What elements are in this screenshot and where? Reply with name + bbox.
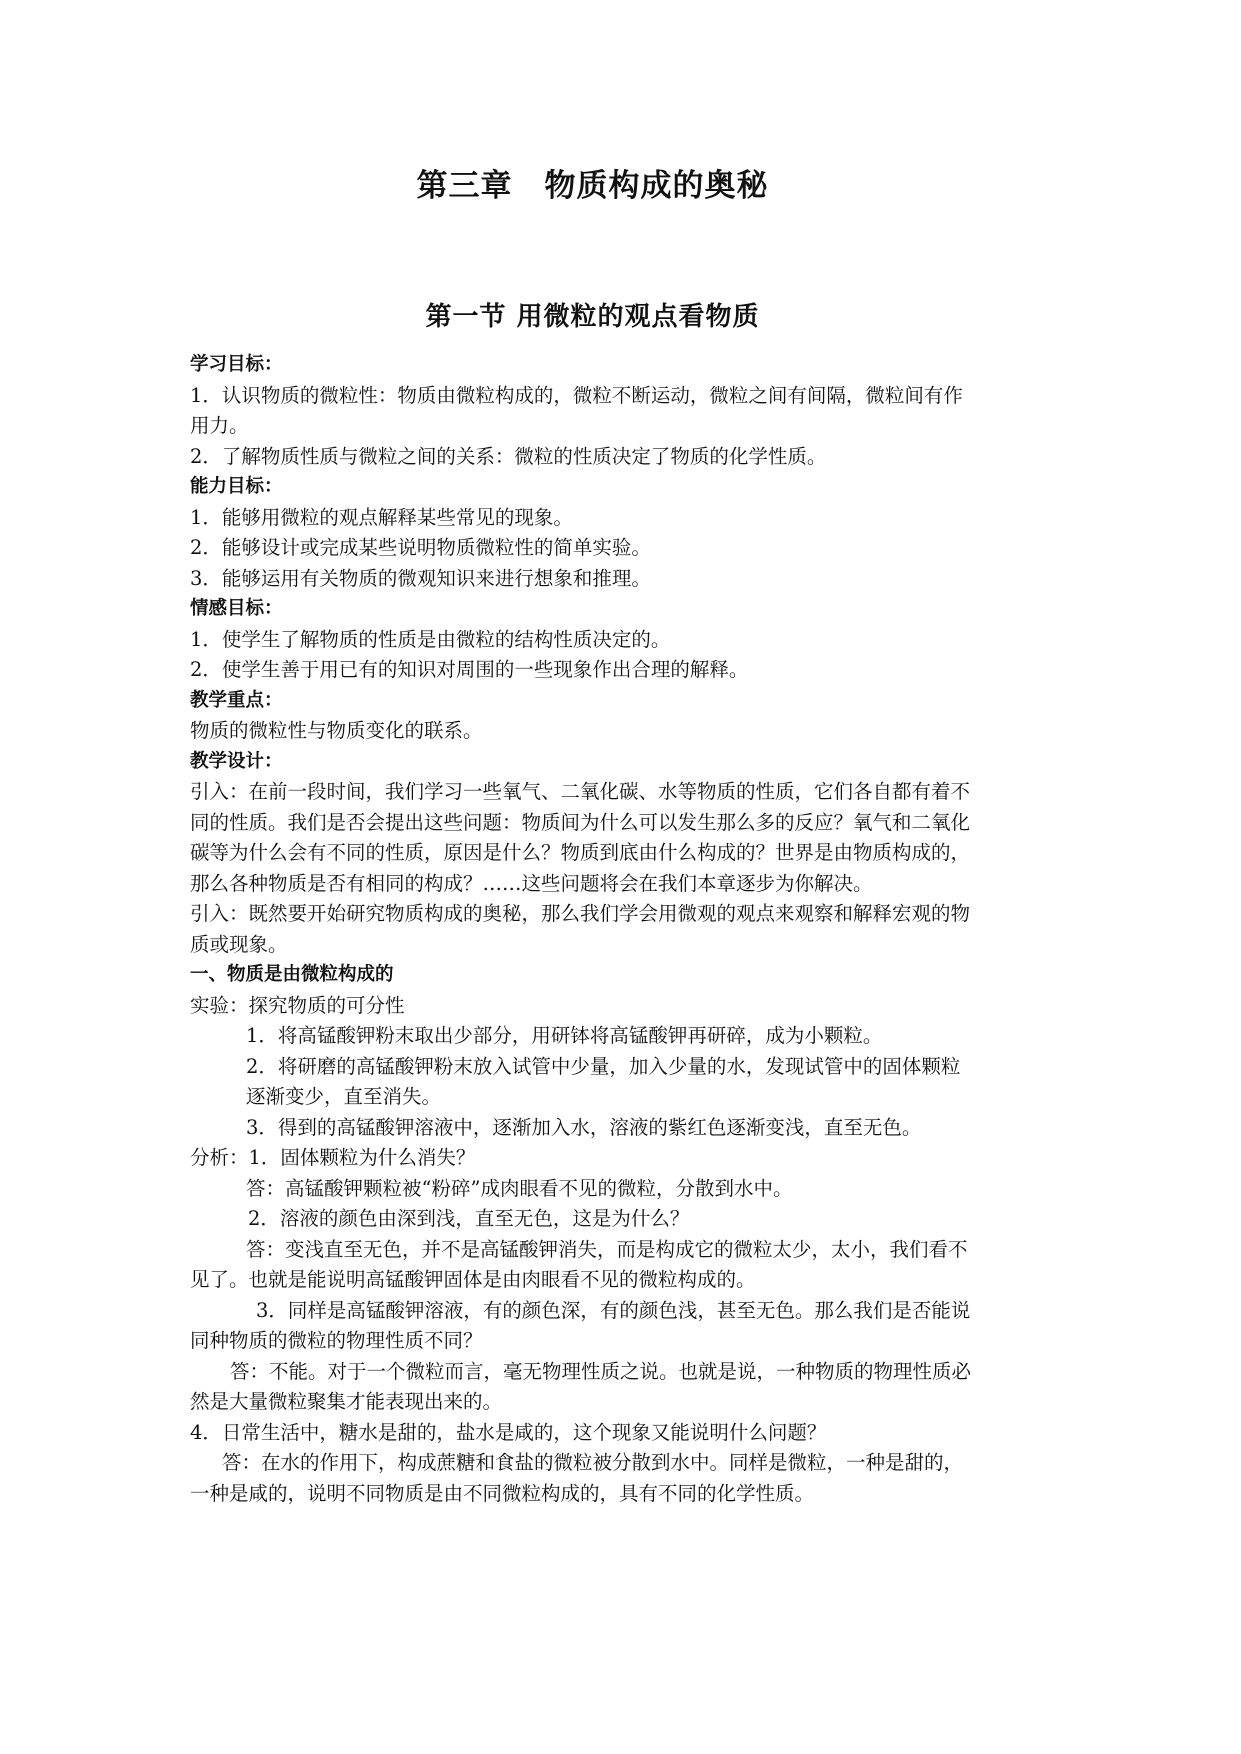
emotion-goals-heading: 情感目标： <box>190 598 283 619</box>
analysis-answer: 答：变浅直至无色，并不是高锰酸钾消失，而是构成它的微粒太少，太小，我们看不 <box>246 1237 968 1261</box>
intro-line: 同的性质。我们是否会提出这些问题：物质间为什么可以发生那么多的反应？氧气和二氧化 <box>190 810 971 834</box>
analysis-question: 3．同样是高锰酸钾溶液，有的颜色深，有的颜色浅，甚至无色。那么我们是否能说 <box>256 1298 971 1322</box>
experiment-step: 3．得到的高锰酸钾溶液中，逐渐加入水，溶液的紫红色逐渐变浅，直至无色。 <box>246 1115 922 1139</box>
analysis-answer: 答：在水的作用下，构成蔗糖和食盐的微粒被分散到水中。同样是微粒，一种是甜的， <box>222 1451 964 1474</box>
part1-heading: 一、物质是由微粒构成的 <box>190 964 394 985</box>
analysis-question: 4．日常生活中，糖水是甜的，盐水是咸的，这个现象又能说明什么问题？ <box>190 1420 827 1444</box>
analysis-question: 同种物质的微粒的物理性质不同？ <box>190 1329 483 1352</box>
document-body <box>190 350 1060 1509</box>
intro-line: 那么各种物质是否有相同的构成？……这些问题将会在我们本章逐步为你解决。 <box>190 871 873 895</box>
ability-goals-heading: 能力目标： <box>190 476 283 497</box>
ability-goal-line: 3．能够运用有关物质的微观知识来进行想象和推理。 <box>190 566 651 590</box>
learning-goal-line: 用力。 <box>190 414 249 437</box>
analysis-answer: 一种是咸的，说明不同物质是由不同微粒构成的，具有不同的化学性质。 <box>190 1481 815 1505</box>
analysis-question: 2．溶液的颜色由深到浅，直至无色，这是为什么？ <box>248 1207 690 1230</box>
design-heading: 教学设计： <box>190 750 283 772</box>
section-title: 第一节 用微粒的观点看物质 <box>425 302 760 332</box>
experiment-title: 实验：探究物质的可分性 <box>190 993 405 1017</box>
ability-goal-line: 2．能够设计或完成某些说明物质微粒性的简单实验。 <box>190 536 651 559</box>
analysis-answer: 然是大量微粒聚集才能表现出来的。 <box>190 1390 503 1413</box>
key-points-heading: 教学重点： <box>190 689 283 711</box>
learning-goal-line: 1．认识物质的微粒性：物质由微粒构成的，微粒不断运动，微粒之间有间隔，微粒间有作 <box>190 383 963 407</box>
experiment-step: 1．将高锰酸钾粉末取出少部分，用研钵将高锰酸钾再研碎，成为小颗粒。 <box>246 1024 883 1047</box>
experiment-step: 逐渐变少，直至消失。 <box>246 1085 442 1108</box>
emotion-goal-line: 1．使学生了解物质的性质是由微粒的结构性质决定的。 <box>190 627 671 651</box>
analysis-answer: 答：不能。对于一个微粒而言，毫无物理性质之说。也就是说，一种物质的物理性质必 <box>230 1359 972 1383</box>
learning-goals-heading: 学习目标： <box>190 354 283 375</box>
analysis-question: 分析：1．固体颗粒为什么消失？ <box>190 1146 476 1169</box>
analysis-answer: 答：高锰酸钾颗粒被“粉碎”成肉眼看不见的微粒，分散到水中。 <box>246 1176 793 1200</box>
emotion-goal-line: 2．使学生善于用已有的知识对周围的一些现象作出合理的解释。 <box>190 658 749 681</box>
ability-goal-line: 1．能够用微粒的观点解释某些常见的现象。 <box>190 505 573 529</box>
experiment-step: 2．将研磨的高锰酸钾粉末放入试管中少量，加入少量的水，发现试管中的固体颗粒 <box>246 1054 961 1078</box>
intro-line: 引入：既然要开始研究物质构成的奥秘，那么我们学会用微观的观点来观察和解释宏观的物 <box>190 902 971 925</box>
intro-line: 质或现象。 <box>190 932 288 956</box>
chapter-title: 第三章 物质构成的奥秘 <box>416 168 769 204</box>
intro-line: 碳等为什么会有不同的性质，原因是什么？物质到底由什么构成的？世界是由物质构成的， <box>190 841 971 864</box>
intro-line: 引入：在前一段时间，我们学习一些氧气、二氧化碳、水等物质的性质，它们各自都有着不 <box>190 780 971 803</box>
analysis-answer: 见了。也就是能说明高锰酸钾固体是由肉眼看不见的微粒构成的。 <box>190 1268 756 1291</box>
learning-goal-line: 2．了解物质性质与微粒之间的关系：微粒的性质决定了物质的化学性质。 <box>190 444 827 468</box>
key-points-text: 物质的微粒性与物质变化的联系。 <box>190 719 483 742</box>
